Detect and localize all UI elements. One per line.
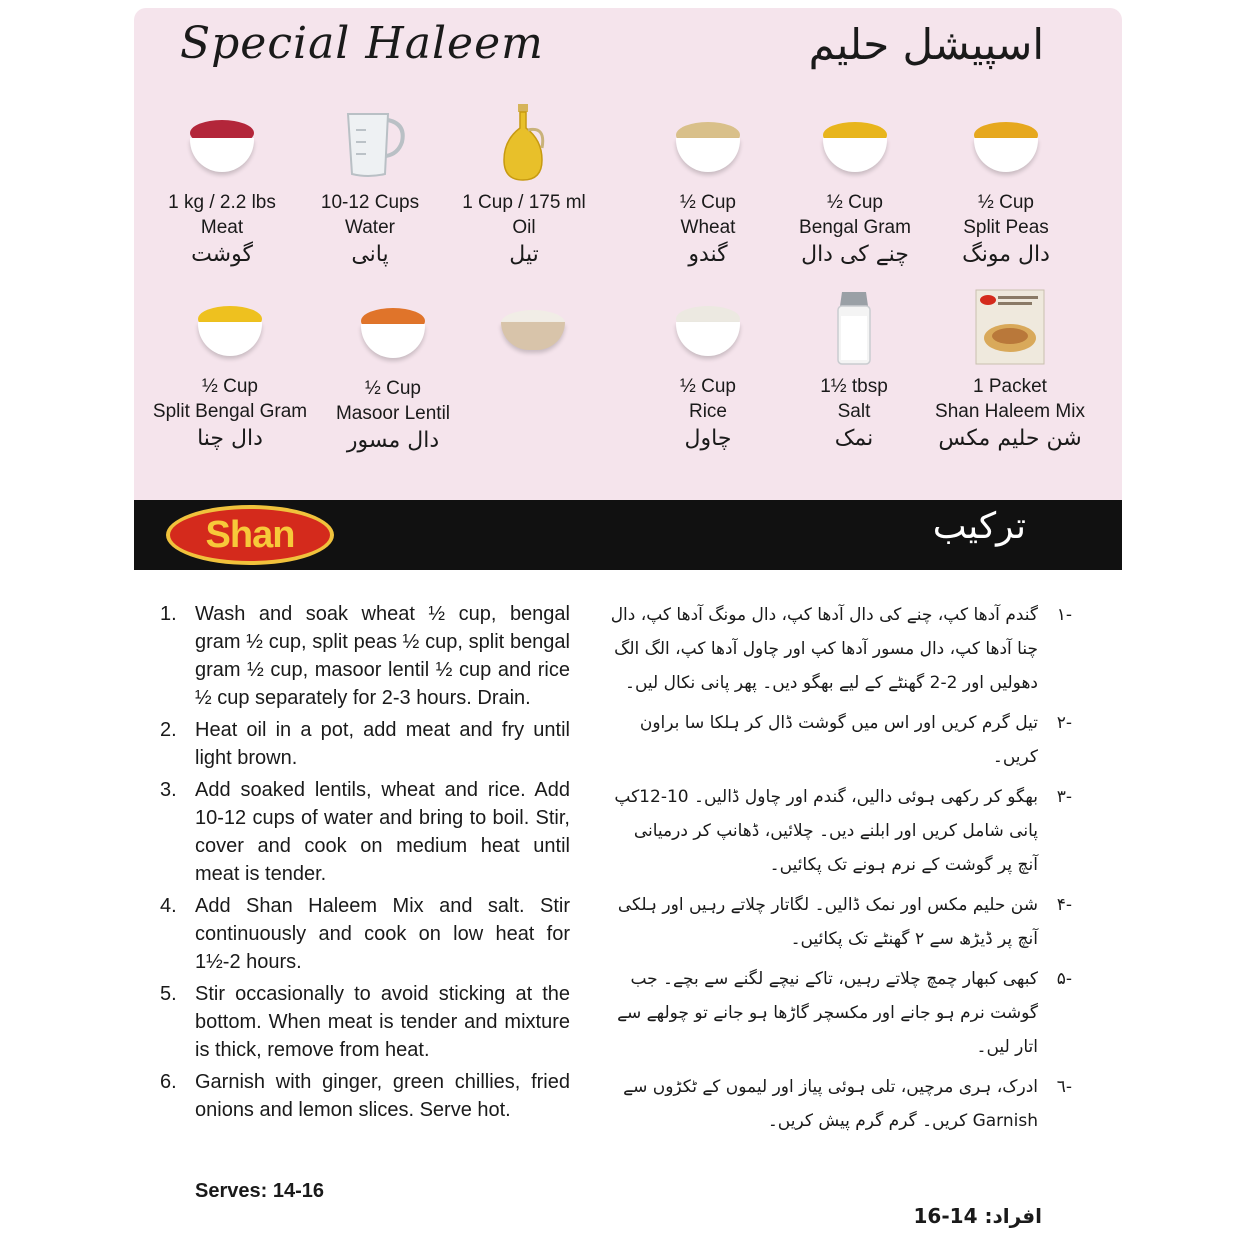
ingredient-quantity: 10-12 Cups — [320, 192, 420, 213]
ingredient-meat — [142, 104, 302, 270]
step-text-ur: کبھی کبھار چمچ چلاتے رہیں، تاکے نیچے لگنے سے بچے۔ جب گوشت نرم ہو جانے اور مکسچر گاڑھا ہو جانے تو چولھے سے اتار لیں۔ — [617, 969, 1038, 1057]
step-text-ur: تیل گرم کریں اور اس میں گوشت ڈال کر ہلکا سا براون کریں۔ — [639, 713, 1038, 767]
recipe-card — [134, 8, 1122, 1244]
step-item-ur — [610, 706, 1072, 774]
logo-text: Shan — [205, 513, 295, 556]
step-item-ur — [610, 1070, 1072, 1138]
serves-ur: افراد: 14-16 — [913, 1204, 1042, 1228]
step-item — [160, 1068, 570, 1124]
wheat-bowl-icon — [668, 104, 748, 184]
step-item-ur — [610, 888, 1072, 956]
meat-bowl-icon — [182, 104, 262, 184]
step-item — [160, 716, 570, 772]
ingredient-salt — [774, 288, 934, 454]
steps-list-ur — [610, 598, 1072, 1144]
ingredient-haleem-mix — [930, 288, 1090, 454]
ingredient-quantity: ½ Cup — [202, 376, 258, 397]
step-number-ur: -۳ — [1056, 787, 1072, 807]
ingredient-quantity: ½ Cup — [365, 378, 421, 399]
step-number: 3. — [160, 779, 177, 801]
ingredient-name: Shan Haleem Mix — [935, 401, 1085, 422]
step-item-ur — [610, 598, 1072, 700]
ingredient-quantity: ½ Cup — [680, 376, 736, 397]
step-item — [160, 892, 570, 976]
step-item-ur — [610, 962, 1072, 1064]
step-number-ur: -۱ — [1056, 605, 1072, 625]
ingredient-name-ur: دال چنا — [197, 426, 263, 451]
step-number: 2. — [160, 719, 177, 741]
haleem-packet-icon — [970, 288, 1050, 368]
ingredient-oil — [444, 104, 604, 270]
step-item — [160, 600, 570, 712]
oil-bottle-icon — [484, 104, 564, 184]
recipe-title-en: Special Haleem — [180, 18, 544, 69]
step-text-ur: گندم آدھا کپ، چنے کی دال آدھا کپ، دال مونگ آدھا کپ، دال چنا آدھا کپ، دال مسور آدھا کپ اور چاول آدھا کپ، الگ الگ دھولیں اور 2-2 گھنٹے کے لیے بھگو دیں۔ پھر پانی نکال لیں۔ — [610, 605, 1038, 693]
step-number-ur: -۴ — [1056, 895, 1072, 915]
split-peas-bowl-icon — [966, 104, 1046, 184]
shan-logo — [166, 505, 334, 565]
step-number-ur: -٦ — [1056, 1077, 1072, 1097]
ingredient-name-ur: نمک — [834, 426, 874, 451]
ingredient-name: Split Bengal Gram — [152, 401, 308, 422]
ingredient-name-ur: دال مونگ — [962, 242, 1050, 267]
ingredient-name: Oil — [512, 217, 536, 238]
step-text: Add Shan Haleem Mix and salt. Stir continuously and cook on low heat for 1½-2 hours. — [195, 895, 570, 973]
ingredient-name-ur: شن حلیم مکس — [938, 426, 1082, 451]
ingredient-water — [290, 104, 450, 270]
ingredient-rice-image — [453, 280, 613, 366]
measuring-jug-icon — [330, 104, 410, 184]
ingredient-rice — [628, 288, 788, 454]
step-text: Stir occasionally to avoid sticking at the bottom. When meat is tender and mixture is thick, remove from heat. — [195, 983, 570, 1061]
ingredient-name: Split Peas — [963, 217, 1049, 238]
ingredient-quantity: 1 kg / 2.2 lbs — [168, 192, 276, 213]
ingredient-masoor-lentil — [313, 290, 473, 456]
ingredient-quantity: ½ Cup — [978, 192, 1034, 213]
ingredient-name-ur: تیل — [509, 242, 539, 267]
split-bengal-gram-bowl-icon — [190, 288, 270, 368]
ingredient-split-peas — [926, 104, 1086, 270]
ingredient-name-ur: گندو — [688, 242, 728, 267]
ingredient-wheat — [628, 104, 788, 270]
ingredient-name-ur: پانی — [351, 242, 389, 267]
step-number: 5. — [160, 983, 177, 1005]
ingredient-name: Salt — [837, 401, 871, 422]
ingredient-name: Water — [345, 217, 395, 238]
masoor-lentil-bowl-icon — [353, 290, 433, 370]
ingredients-panel — [134, 8, 1122, 500]
serves-en: Serves: 14-16 — [195, 1180, 324, 1202]
ingredient-bengal-gram — [775, 104, 935, 270]
step-text: Garnish with ginger, green chillies, fried onions and lemon slices. Serve hot. — [195, 1071, 570, 1121]
ingredient-name: Bengal Gram — [799, 217, 911, 238]
ingredient-name: Meat — [200, 217, 244, 238]
rice-bowl-icon — [493, 280, 573, 360]
step-text: Heat oil in a pot, add meat and fry until light brown. — [195, 719, 570, 769]
ingredient-split-bengal-gram — [150, 288, 310, 454]
ingredient-quantity: ½ Cup — [680, 192, 736, 213]
step-number: 1. — [160, 603, 177, 625]
step-number: 4. — [160, 895, 177, 917]
step-text-ur: شن حلیم مکس اور نمک ڈالیں۔ لگاتار چلاتے رہیں اور ہلکی آنچ پر ڈیڑھ سے ۲ گھنٹے تک پکائیں۔ — [617, 895, 1038, 949]
ingredient-name-ur: چاول — [684, 426, 732, 451]
ingredient-quantity: 1 Packet — [973, 376, 1047, 397]
step-number: 6. — [160, 1071, 177, 1093]
step-item — [160, 980, 570, 1064]
step-text: Add soaked lentils, wheat and rice. Add 10-12 cups of water and bring to boil. Stir, cover and cook on medium heat until meat is tender. — [195, 779, 570, 885]
ingredient-name-ur: چنے کی دال — [801, 242, 909, 267]
steps-list-en — [160, 600, 570, 1128]
ingredient-name: Masoor Lentil — [335, 403, 451, 424]
step-text-ur: بھگو کر رکھی ہوئی دالیں، گندم اور چاول ڈالیں۔ 10-12کپ پانی شامل کریں اور ابلنے دیں۔ چلائیں، ڈھانپ کر درمیانی آنچ پر گوشت کے نرم ہونے تک پکائیں۔ — [614, 787, 1038, 875]
ingredient-name: Rice — [688, 401, 727, 422]
ingredient-quantity: 1½ tbsp — [820, 376, 888, 397]
ingredient-name-ur: دال مسور — [346, 428, 440, 453]
step-item — [160, 776, 570, 888]
step-number-ur: -۵ — [1056, 969, 1072, 989]
ingredient-name-ur: گوشت — [191, 242, 253, 267]
step-text-ur: ادرک، ہری مرچیں، تلی ہوئی پیاز اور لیموں کے ٹکڑوں سے Garnish کریں۔ گرم گرم پیش کریں۔ — [623, 1077, 1038, 1131]
ingredient-name: Wheat — [680, 217, 736, 238]
ingredient-quantity: ½ Cup — [827, 192, 883, 213]
method-heading-ur: ترکیب — [932, 506, 1026, 547]
step-item-ur — [610, 780, 1072, 882]
ingredient-quantity: 1 Cup / 175 ml — [462, 192, 586, 213]
step-number-ur: -۲ — [1056, 713, 1072, 733]
recipe-title-ur: اسپیشل حلیم — [808, 20, 1044, 69]
salt-shaker-icon — [814, 288, 894, 368]
rice-bowl-icon — [668, 288, 748, 368]
bengal-gram-bowl-icon — [815, 104, 895, 184]
step-text: Wash and soak wheat ½ cup, bengal gram ½ cup, split peas ½ cup, split bengal gram ½ cup, masoor lentil ½ cup and rice ½ cup separately for 2-3 hours. Drain. — [195, 603, 570, 709]
method-header-band — [134, 500, 1122, 570]
